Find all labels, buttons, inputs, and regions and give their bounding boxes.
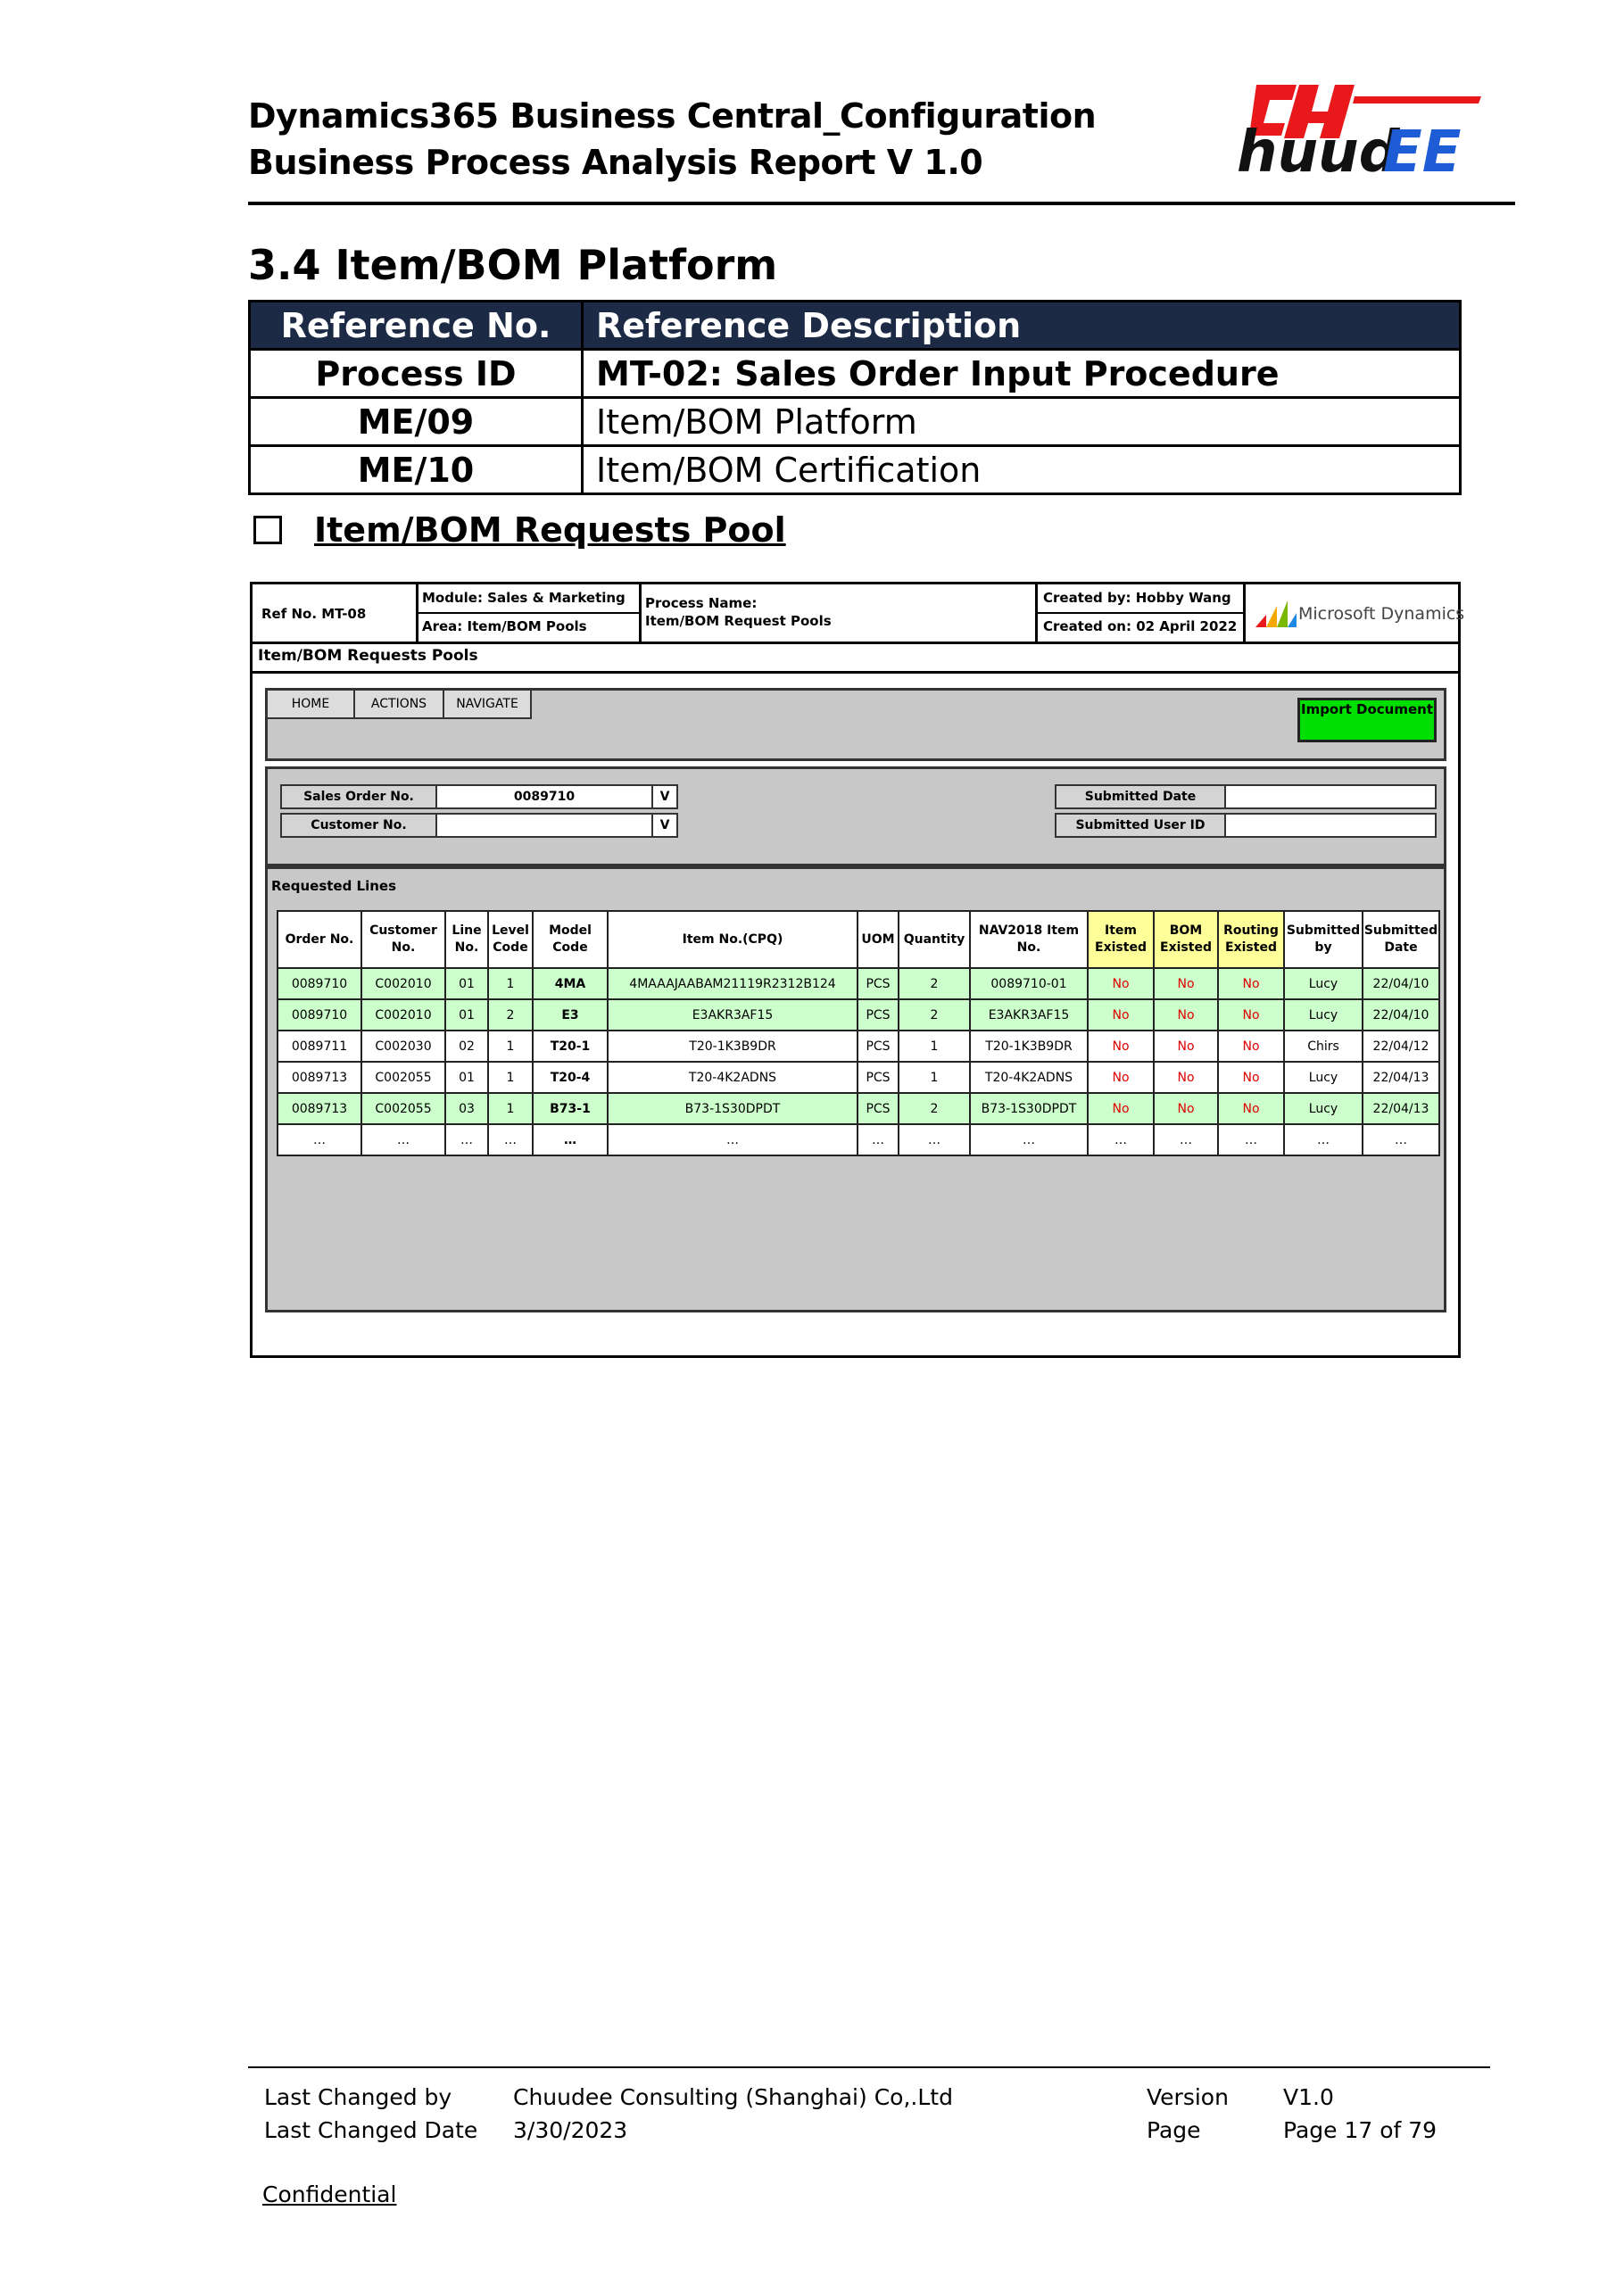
table-cell: Lucy xyxy=(1284,1062,1363,1093)
table-row[interactable] xyxy=(278,1124,1439,1155)
table-cell: 1 xyxy=(899,1062,970,1093)
table-cell: No xyxy=(1154,1062,1218,1093)
requested-lines-panel xyxy=(265,866,1446,1312)
action-ribbon xyxy=(265,688,1446,761)
table-cell: … xyxy=(278,1124,361,1155)
column-header[interactable]: Item Existed xyxy=(1088,911,1154,968)
table-row[interactable] xyxy=(278,1031,1439,1062)
table-cell: B73-1S30DPDT xyxy=(608,1093,858,1124)
table-cell: 0089713 xyxy=(278,1093,361,1124)
version-value: V1.0 xyxy=(1283,2084,1334,2110)
table-row[interactable] xyxy=(278,968,1439,999)
column-header[interactable]: Level Code xyxy=(488,911,533,968)
created-by-cell: Created by: Hobby Wang xyxy=(1043,590,1231,606)
tab-home[interactable]: HOME xyxy=(268,691,355,719)
column-header[interactable]: Quantity xyxy=(899,911,970,968)
table-cell: PCS xyxy=(858,1093,899,1124)
table-cell: No xyxy=(1088,1062,1154,1093)
table-cell: T20-4 xyxy=(533,1062,608,1093)
table-cell: … xyxy=(1088,1124,1154,1155)
table-cell: C002010 xyxy=(361,968,445,999)
table-cell: 1 xyxy=(488,1031,533,1062)
table-cell: … xyxy=(361,1124,445,1155)
table-cell: C002010 xyxy=(361,999,445,1031)
column-header[interactable]: Submitted by xyxy=(1284,911,1363,968)
process-name-label: Process Name: xyxy=(645,595,758,611)
version-label: Version xyxy=(1147,2084,1229,2110)
table-cell: No xyxy=(1154,999,1218,1031)
requests-pool-mockup xyxy=(250,582,1465,1358)
table-cell: 0089710 xyxy=(278,999,361,1031)
table-cell: E3AKR3AF15 xyxy=(608,999,858,1031)
table-cell: No xyxy=(1218,968,1284,999)
table-cell: No xyxy=(1154,1031,1218,1062)
tab-navigate[interactable]: NAVIGATE xyxy=(444,691,532,719)
table-cell: No xyxy=(1088,999,1154,1031)
column-header[interactable]: NAV2018 Item No. xyxy=(970,911,1088,968)
table-cell: … xyxy=(970,1124,1088,1155)
submitted-user-label: Submitted User ID xyxy=(1055,813,1226,838)
table-cell: 22/04/10 xyxy=(1363,968,1439,999)
table-cell: No xyxy=(1218,1031,1284,1062)
table-cell: No xyxy=(1088,1031,1154,1062)
table-row[interactable] xyxy=(278,1093,1439,1124)
table-cell: … xyxy=(488,1124,533,1155)
table-cell: C002030 xyxy=(361,1031,445,1062)
reference-row xyxy=(250,446,1461,494)
table-cell: No xyxy=(1154,968,1218,999)
table-cell: 4MA xyxy=(533,968,608,999)
filter-panel xyxy=(265,766,1446,866)
created-on-cell: Created on: 02 April 2022 xyxy=(1043,618,1238,634)
table-cell: … xyxy=(1218,1124,1284,1155)
table-cell: 0089710-01 xyxy=(970,968,1088,999)
table-row[interactable] xyxy=(278,999,1439,1031)
svg-text:EE: EE xyxy=(1383,120,1462,178)
table-cell: 0089711 xyxy=(278,1031,361,1062)
table-cell: Chirs xyxy=(1284,1031,1363,1062)
table-row[interactable] xyxy=(278,1062,1439,1093)
table-header-row xyxy=(278,911,1439,968)
column-header[interactable]: Model Code xyxy=(533,911,608,968)
table-cell: No xyxy=(1088,1093,1154,1124)
ref-no: ME/10 xyxy=(250,446,583,494)
customer-no-lookup-button[interactable]: V xyxy=(651,813,678,838)
table-cell: 2 xyxy=(488,999,533,1031)
area-cell: Area: Item/BOM Pools xyxy=(422,618,587,634)
ref-no: Process ID xyxy=(250,350,583,398)
column-header[interactable]: Line No. xyxy=(445,911,488,968)
table-cell: 01 xyxy=(445,1062,488,1093)
module-cell: Module: Sales & Marketing xyxy=(422,590,626,606)
page-label: Page xyxy=(1147,2117,1201,2143)
confidential-label: Confidential xyxy=(262,2182,397,2207)
checkbox-icon xyxy=(253,516,282,544)
svg-text:huud: huud xyxy=(1237,120,1400,178)
table-cell: T20-1K3B9DR xyxy=(608,1031,858,1062)
table-cell: 02 xyxy=(445,1031,488,1062)
table-cell: C002055 xyxy=(361,1062,445,1093)
table-cell: B73-1 xyxy=(533,1093,608,1124)
table-cell: … xyxy=(533,1124,608,1155)
table-cell: PCS xyxy=(858,968,899,999)
table-cell: 01 xyxy=(445,999,488,1031)
last-changed-date-label: Last Changed Date xyxy=(264,2117,478,2143)
reference-row xyxy=(250,350,1461,398)
ref-desc: Item/BOM Certification xyxy=(583,446,1461,494)
column-header[interactable]: Item No.(CPQ) xyxy=(608,911,858,968)
submitted-date-label: Submitted Date xyxy=(1055,784,1226,809)
footer-rule xyxy=(248,2066,1490,2068)
table-cell: No xyxy=(1154,1093,1218,1124)
table-cell: 1 xyxy=(488,968,533,999)
submitted-date-input[interactable] xyxy=(1224,784,1437,809)
ref-no-header: Reference No. xyxy=(250,302,583,350)
ref-no-cell: Ref No. MT-08 xyxy=(261,606,367,622)
sales-order-label: Sales Order No. xyxy=(280,784,437,809)
brand-name: Microsoft Dynamics xyxy=(1298,604,1465,624)
table-cell: B73-1S30DPDT xyxy=(970,1093,1088,1124)
table-cell: C002055 xyxy=(361,1093,445,1124)
doc-title-line2: Business Process Analysis Report V 1.0 xyxy=(248,143,983,182)
doc-title-line1: Dynamics365 Business Central_Configuration xyxy=(248,96,1097,136)
table-cell: … xyxy=(1284,1124,1363,1155)
last-changed-by-label: Last Changed by xyxy=(264,2084,452,2110)
table-cell: … xyxy=(858,1124,899,1155)
header-rule xyxy=(248,202,1515,205)
table-cell: … xyxy=(1154,1124,1218,1155)
page-title: Item/BOM Requests Pools xyxy=(258,647,478,665)
customer-no-label: Customer No. xyxy=(280,813,437,838)
table-cell: 22/04/13 xyxy=(1363,1093,1439,1124)
table-cell: 22/04/10 xyxy=(1363,999,1439,1031)
table-cell: Lucy xyxy=(1284,968,1363,999)
table-cell: PCS xyxy=(858,999,899,1031)
pool-title: Item/BOM Requests Pool xyxy=(314,510,786,550)
reference-table-header xyxy=(250,302,1461,350)
table-cell: T20-4K2ADNS xyxy=(608,1062,858,1093)
ref-desc: Item/BOM Platform xyxy=(583,398,1461,446)
table-cell: 2 xyxy=(899,1093,970,1124)
customer-no-input[interactable] xyxy=(435,813,653,838)
table-cell: 2 xyxy=(899,968,970,999)
table-cell: PCS xyxy=(858,1031,899,1062)
table-cell: No xyxy=(1218,999,1284,1031)
table-cell: … xyxy=(1363,1124,1439,1155)
table-cell: PCS xyxy=(858,1062,899,1093)
table-cell: 22/04/13 xyxy=(1363,1062,1439,1093)
sales-order-input[interactable]: 0089710 xyxy=(435,784,653,809)
column-header[interactable]: Customer No. xyxy=(361,911,445,968)
ref-no: ME/09 xyxy=(250,398,583,446)
requested-lines-title: Requested Lines xyxy=(271,878,397,894)
table-cell: 0089713 xyxy=(278,1062,361,1093)
table-cell: No xyxy=(1218,1093,1284,1124)
section-title: 3.4 Item/BOM Platform xyxy=(248,241,778,289)
chuudee-logo xyxy=(1230,71,1488,178)
table-cell: T20-4K2ADNS xyxy=(970,1062,1088,1093)
column-header[interactable]: Order No. xyxy=(278,911,361,968)
table-cell: Lucy xyxy=(1284,1093,1363,1124)
table-cell: 1 xyxy=(899,1031,970,1062)
table-cell: Lucy xyxy=(1284,999,1363,1031)
table-cell: E3 xyxy=(533,999,608,1031)
import-document-button[interactable] xyxy=(1297,698,1437,742)
microsoft-dynamics-icon xyxy=(1254,597,1298,629)
sales-order-lookup-button[interactable]: V xyxy=(651,784,678,809)
ribbon-tabs xyxy=(268,691,532,717)
table-cell: 1 xyxy=(488,1093,533,1124)
table-cell: 01 xyxy=(445,968,488,999)
ref-desc: MT-02: Sales Order Input Procedure xyxy=(583,350,1461,398)
table-cell: 22/04/12 xyxy=(1363,1031,1439,1062)
process-name-value: Item/BOM Request Pools xyxy=(645,613,832,629)
company-name: Chuudee Consulting (Shanghai) Co,.Ltd xyxy=(513,2084,953,2110)
column-header[interactable]: Routing Existed xyxy=(1218,911,1284,968)
submitted-user-input[interactable] xyxy=(1224,813,1437,838)
column-header[interactable]: BOM Existed xyxy=(1154,911,1218,968)
table-cell: T20-1 xyxy=(533,1031,608,1062)
table-cell: E3AKR3AF15 xyxy=(970,999,1088,1031)
reference-row xyxy=(250,398,1461,446)
table-cell: … xyxy=(445,1124,488,1155)
table-cell: No xyxy=(1088,968,1154,999)
tab-actions[interactable]: ACTIONS xyxy=(355,691,444,719)
page-number: Page 17 of 79 xyxy=(1283,2117,1438,2143)
column-header[interactable]: UOM xyxy=(858,911,899,968)
table-cell: … xyxy=(899,1124,970,1155)
table-cell: 4MAAAJAABAM21119R2312B124 xyxy=(608,968,858,999)
pool-heading xyxy=(253,510,786,550)
import-document-label: Import Document xyxy=(1300,701,1434,717)
table-cell: 03 xyxy=(445,1093,488,1124)
table-cell: 1 xyxy=(488,1062,533,1093)
column-header[interactable]: Submitted Date xyxy=(1363,911,1439,968)
table-cell: … xyxy=(608,1124,858,1155)
table-cell: 2 xyxy=(899,999,970,1031)
reference-table xyxy=(248,300,1462,495)
table-cell: 0089710 xyxy=(278,968,361,999)
requested-lines-table xyxy=(277,910,1440,1156)
table-cell: No xyxy=(1218,1062,1284,1093)
ref-desc-header: Reference Description xyxy=(583,302,1461,350)
last-changed-date: 3/30/2023 xyxy=(513,2117,628,2143)
table-cell: T20-1K3B9DR xyxy=(970,1031,1088,1062)
mockup-info-row xyxy=(253,584,1465,644)
